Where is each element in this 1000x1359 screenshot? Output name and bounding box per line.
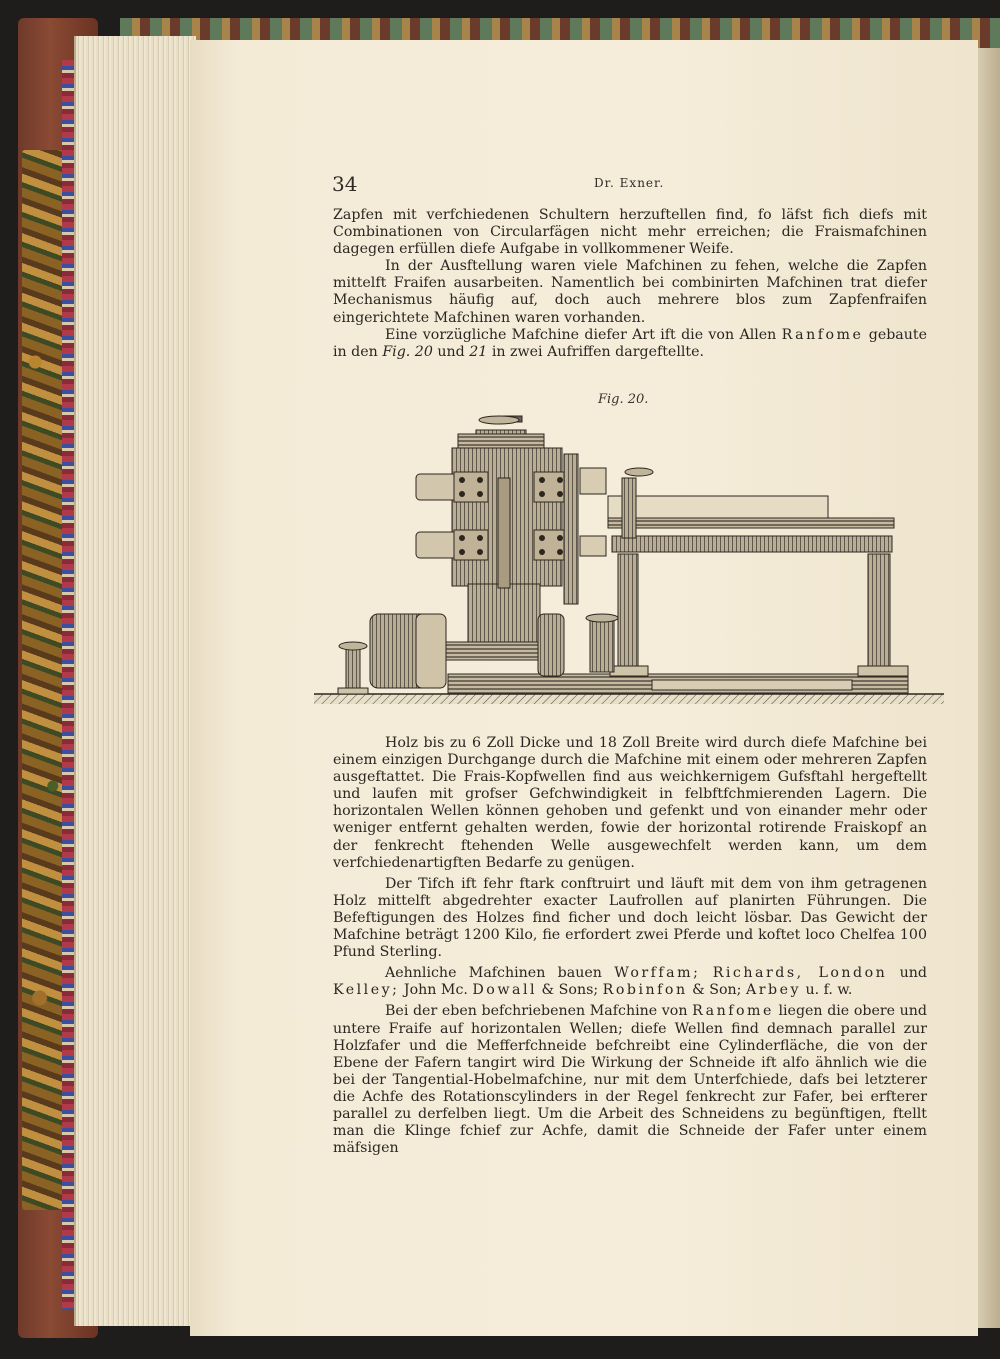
- page-number: 34: [332, 172, 358, 196]
- figure-caption: Fig. 20.: [598, 392, 649, 407]
- paragraph-1: Zapfen mit verfchiedenen Schultern herzuftellen find, fo läfst fich diefs mit Combinationen von Circularfägen nicht mehr erreichen; die Fraismafchinen dagegen erfüllen diefe Aufgabe in vollkommener Weife.: [333, 207, 927, 258]
- tenoning-machine-illustration: [312, 408, 948, 714]
- page-right-edge: [976, 48, 1000, 1328]
- fig-reference: Fig. 20: [382, 343, 433, 360]
- running-head: Dr. Exner.: [594, 176, 665, 190]
- name-robinfon: Robinfon: [602, 982, 688, 999]
- name-kelley: Kelley;: [333, 982, 400, 999]
- name-arbey: Arbey: [745, 982, 801, 999]
- paragraph-5: Der Tifch ift fehr ftark conftruirt und läuft mit dem von ihm getragenen Holz mittelft abgedrehter exacter Laufrollen auf planirten Führungen. Die Befeftigungen des Holzes find ficher und doch leicht lösbar. Das Gewicht der Mafchine beträgt 1200 Kilo, fie erfordert zwei Pferde und koftet loco Chelfea 100 Pfund Sterling.: [333, 875, 927, 961]
- marbled-endpaper: [22, 150, 66, 1210]
- paragraph-4: Holz bis zu 6 Zoll Dicke und 18 Zoll Breite wird durch diefe Mafchine bei einem einzigen Durchgange durch die Mafchine mit einem oder mehreren Zapfen ausgeftattet. Die Frais-Kopfwellen find aus weichkernigem Gufsftahl hergeftellt und laufen mit grofser Gefchwindigkeit in felbftfchmierenden Lagern. Die horizontalen Wellen können gehoben und gefenkt und von einander mehr oder weniger entfernt gehalten werden, fowie der horizontal rotirende Fraiskopf an der fenkrecht ftehenden Welle ausgewechfelt werden kann, um dem verfchiedenartigften Bedarfe zu genügen.: [333, 735, 927, 871]
- page-stack: [74, 36, 196, 1326]
- name-dowall: Dowall: [472, 982, 538, 999]
- fig-reference-2: 21: [469, 343, 488, 360]
- paragraph-2: In der Ausftellung waren viele Mafchinen zu fehen, welche die Zapfen mittelft Fraifen ausarbeiten. Namentlich bei combinirten Mafchinen trat diefer Mechanismus häufig auf, doch auch mehrere blos zum Zapfenfraifen eingerichtete Mafchinen waren vorhanden.: [333, 258, 927, 326]
- name-worffam: Worffam;: [614, 965, 701, 982]
- paragraph-6: Aehnliche Mafchinen bauen Worffam; Richards, London und Kelley; John Mc. Dowall & Sons; Robinfon & Son; Arbey u. f. w.: [333, 965, 928, 999]
- name-ransome-2: Ranfome: [692, 1003, 774, 1020]
- paragraph-7: Bei der eben befchriebenen Mafchine von Ranfome liegen die obere und untere Fraife auf horizontalen Wellen; diefe Wellen find demnach parallel zur Holzfafer und die Mefferfchneide befchreibt eine Cylinderfläche, die von der Ebene der Fafern tangirt wird Die Wirkung der Schneide ift alfo ähnlich wie die bei der Tangential-Hobelmafchine, nur mit dem Unterfchiede, dafs bei letzterer die Achfe des Rotationscylinders in der Regel fenkrecht zur Fafer, bei erfterer parallel zu derfelben liegt. Um die Arbeit des Schneidens zu begünftigen, ftellt man die Klinge fchief zur Achfe, damit die Schneide der Fafer unter einem mäfsigen: [333, 1003, 927, 1157]
- name-richards: Richards, London: [712, 965, 888, 982]
- page-header: [332, 172, 922, 196]
- text-block-top: [333, 207, 927, 361]
- name-ransome: Ranfome: [781, 326, 864, 343]
- text-block-bottom: [333, 735, 927, 1157]
- machine-engraving: [312, 408, 948, 714]
- paragraph-3: Eine vorzügliche Mafchine diefer Art ift die von Allen Ranfome gebaute in den Fig. 20 und 21 in zwei Aufriffen dargeftellte.: [333, 326, 928, 360]
